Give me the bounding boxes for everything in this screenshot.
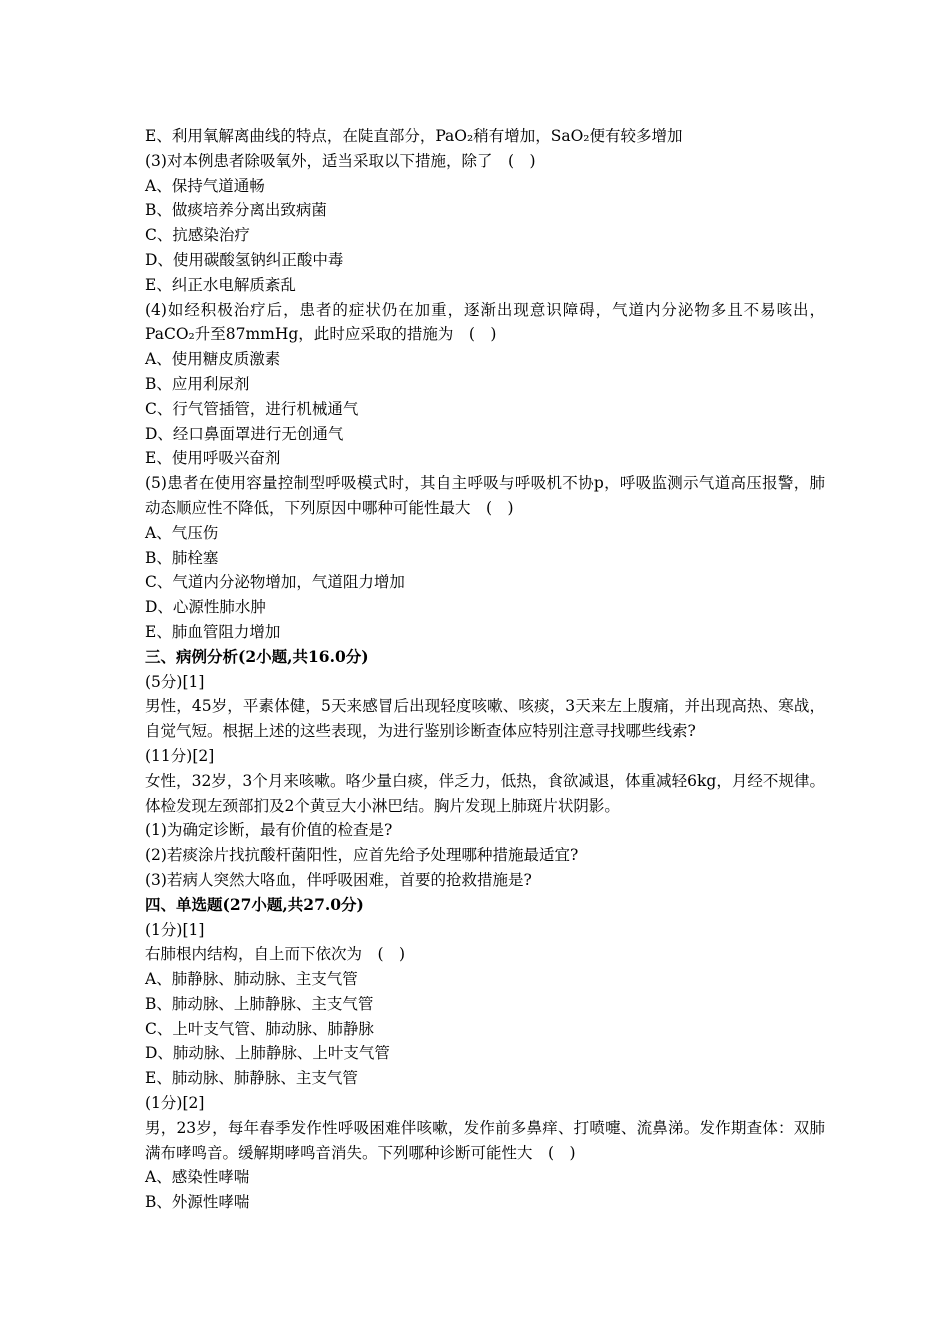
option-a: A、感染性哮喘	[145, 1168, 250, 1187]
question-stem: 男，23岁，每年春季发作性呼吸困难伴咳嗽，发作前多鼻痒、打喷嚏、流鼻涕。发作期查体：双肺满布哮鸣音。缓解期哮鸣音消失。下列哪种诊断可能性大 ( )	[145, 1118, 825, 1162]
option-b: B、肺栓塞	[145, 548, 219, 567]
option-e: E、肺动脉、肺静脉、主支气管	[145, 1069, 358, 1088]
option-b: B、外源性哮喘	[145, 1193, 250, 1212]
option-d: D、经口鼻面罩进行无创通气	[145, 424, 344, 443]
question-stem: (4)如经积极治疗后，患者的症状仍在加重，逐渐出现意识障碍，气道内分泌物多且不易咳出，PaCO₂升至87mmHg，此时应采取的措施为 ( )	[145, 300, 825, 344]
question-stem: (3)对本例患者除吸氧外，适当采取以下措施，除了 ( )	[145, 151, 536, 170]
document-page	[145, 124, 825, 1215]
option-e: E、肺血管阻力增加	[145, 622, 281, 641]
option-c: C、上叶支气管、肺动脉、肺静脉	[145, 1019, 374, 1038]
option-e-line: E、利用氧解离曲线的特点，在陡直部分，PaO₂稍有增加，SaO₂便有较多增加	[145, 127, 683, 145]
option-c: C、行气管插管，进行机械通气	[145, 399, 359, 418]
option-a: A、使用糖皮质激素	[145, 350, 281, 369]
sub-question: (2)若痰涂片找抗酸杆菌阳性，应首先给予处理哪种措施最适宜?	[145, 846, 579, 865]
option-b: B、肺动脉、上肺静脉、主支气管	[145, 994, 374, 1013]
option-e: E、使用呼吸兴奋剂	[145, 449, 281, 468]
case-text: 男性，45岁，平素体健，5天来感冒后出现轻度咳嗽、咳痰，3天来左上腹痛，并出现高热、寒战，自觉气短。根据上述的这些表现，为进行鉴别诊断查体应特别注意寻找哪些线索?	[145, 697, 825, 741]
question-score: (1分)[1]	[145, 920, 205, 939]
option-d: D、使用碳酸氢钠纠正酸中毒	[145, 250, 344, 269]
question-score: (1分)[2]	[145, 1094, 205, 1113]
option-a: A、保持气道通畅	[145, 176, 265, 195]
option-b: B、做痰培养分离出致病菌	[145, 201, 327, 220]
case-text: 女性，32岁，3个月来咳嗽。咯少量白痰，伴乏力，低热，食欲减退，体重减轻6kg，月经不规律。体检发现左颈部扪及2个黄豆大小淋巴结。胸片发现上肺斑片状阴影。	[145, 771, 825, 815]
question-score: (11分)[2]	[145, 746, 215, 765]
question-stem: (5)患者在使用容量控制型呼吸模式时，其自主呼吸与呼吸机不协p，呼吸监测示气道高压报警，肺动态顺应性不降低，下列原因中哪种可能性最大 ( )	[145, 474, 825, 517]
option-c: C、抗感染治疗	[145, 226, 250, 245]
option-b: B、应用利尿剂	[145, 374, 250, 393]
section-heading: 三、病例分析(2小题,共16.0分)	[145, 646, 369, 666]
option-e: E、纠正水电解质紊乱	[145, 275, 296, 294]
question-score: (5分)[1]	[145, 672, 205, 691]
section-heading: 四、单选题(27小题,共27.0分)	[145, 894, 364, 914]
question-stem: 右肺根内结构，自上而下依次为 ( )	[145, 945, 406, 964]
sub-question: (1)为确定诊断，最有价值的检查是?	[145, 821, 393, 840]
option-a: A、肺静脉、肺动脉、主支气管	[145, 970, 358, 989]
sub-question: (3)若病人突然大咯血，伴呼吸困难，首要的抢救措施是?	[145, 870, 532, 889]
option-d: D、心源性肺水肿	[145, 598, 266, 617]
option-a: A、气压伤	[145, 523, 219, 542]
option-d: D、肺动脉、上肺静脉、上叶支气管	[145, 1044, 390, 1063]
option-c: C、气道内分泌物增加，气道阻力增加	[145, 573, 405, 592]
